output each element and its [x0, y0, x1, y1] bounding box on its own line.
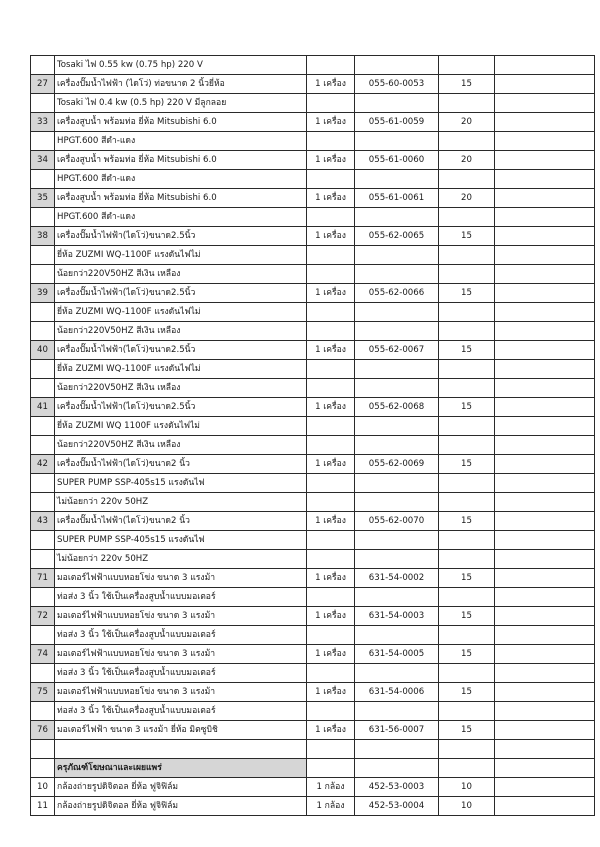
asset-code-cell — [355, 132, 439, 151]
asset-code-cell — [355, 208, 439, 227]
description-cell: น้อยกว่า220V50HZ สีเงิน เหลือง — [55, 379, 307, 398]
asset-code-cell: 055-62-0067 — [355, 341, 439, 360]
description-cell: เครื่องปั๊มน้ำไฟฟ้า(ไดโว่)ขนาด2 นิ้ว — [55, 512, 307, 531]
description-cell: น้อยกว่า220V50HZ สีเงิน เหลือง — [55, 436, 307, 455]
quantity-cell: 1 เครื่อง — [307, 151, 355, 170]
table-row — [31, 341, 595, 360]
remark-cell — [495, 531, 595, 550]
description-cell: ท่อส่ง 3 นิ้ว ใช้เป็นเครื่องสูบน้ำแบบมอเตอร์ — [55, 664, 307, 683]
asset-code-cell: 055-62-0068 — [355, 398, 439, 417]
useful-life-cell: 15 — [439, 284, 495, 303]
asset-code-cell: 631-54-0006 — [355, 683, 439, 702]
remark-cell — [495, 550, 595, 569]
quantity-cell — [307, 94, 355, 113]
useful-life-cell — [439, 664, 495, 683]
item-number-cell — [31, 265, 55, 284]
section-header-row — [31, 759, 595, 778]
remark-cell — [495, 493, 595, 512]
item-number-cell — [31, 702, 55, 721]
table-row — [31, 56, 595, 75]
quantity-cell: 1 เครื่อง — [307, 284, 355, 303]
asset-code-cell — [355, 265, 439, 284]
item-number-cell: 38 — [31, 227, 55, 246]
description-cell: HPGT.600 สีดำ-แดง — [55, 208, 307, 227]
useful-life-cell: 15 — [439, 455, 495, 474]
quantity-cell — [307, 265, 355, 284]
remark-cell — [495, 227, 595, 246]
description-cell: น้อยกว่า220V50HZ สีเงิน เหลือง — [55, 322, 307, 341]
description-cell: น้อยกว่า220V50HZ สีเงิน เหลือง — [55, 265, 307, 284]
table-row — [31, 512, 595, 531]
table-row — [31, 113, 595, 132]
item-number-cell: 75 — [31, 683, 55, 702]
remark-cell — [495, 56, 595, 75]
useful-life-cell — [439, 265, 495, 284]
description-cell: มอเตอร์ไฟฟ้าแบบหอยโข่ง ขนาด 3 แรงม้า — [55, 683, 307, 702]
remark-cell — [495, 797, 595, 816]
quantity-cell — [307, 56, 355, 75]
description-cell: ยี่ห้อ ZUZMI WQ 1100F แรงดันไฟไม่ — [55, 417, 307, 436]
quantity-cell: 1 เครื่อง — [307, 227, 355, 246]
table-row — [31, 436, 595, 455]
asset-code-cell — [355, 360, 439, 379]
useful-life-cell: 15 — [439, 721, 495, 740]
item-number-cell: 72 — [31, 607, 55, 626]
item-number-cell — [31, 474, 55, 493]
quantity-cell: 1 เครื่อง — [307, 683, 355, 702]
remark-cell — [495, 170, 595, 189]
useful-life-cell — [439, 322, 495, 341]
remark-cell — [495, 474, 595, 493]
remark-cell — [495, 588, 595, 607]
useful-life-cell: 15 — [439, 398, 495, 417]
blank-row — [31, 740, 595, 759]
item-number-cell: 74 — [31, 645, 55, 664]
remark-cell — [495, 94, 595, 113]
table-row — [31, 683, 595, 702]
quantity-cell: 1 เครื่อง — [307, 189, 355, 208]
item-number-cell: 40 — [31, 341, 55, 360]
item-number-cell — [31, 626, 55, 645]
item-number-cell — [31, 322, 55, 341]
description-cell: เครื่องปั๊มน้ำไฟฟ้า(ไดโว่)ขนาด2 นิ้ว — [55, 455, 307, 474]
quantity-cell — [307, 208, 355, 227]
asset-code-cell — [355, 474, 439, 493]
useful-life-cell: 15 — [439, 341, 495, 360]
quantity-cell: 1 กล้อง — [307, 797, 355, 816]
quantity-cell — [307, 759, 355, 778]
asset-code-cell — [355, 550, 439, 569]
asset-code-cell: 055-62-0065 — [355, 227, 439, 246]
remark-cell — [495, 379, 595, 398]
useful-life-cell — [439, 360, 495, 379]
asset-code-cell: 055-60-0053 — [355, 75, 439, 94]
item-number-cell — [31, 588, 55, 607]
remark-cell — [495, 132, 595, 151]
remark-cell — [495, 189, 595, 208]
useful-life-cell — [439, 303, 495, 322]
item-number-cell — [31, 664, 55, 683]
description-cell: SUPER PUMP SSP-405s15 แรงดันไฟ — [55, 474, 307, 493]
asset-code-cell — [355, 436, 439, 455]
remark-cell — [495, 303, 595, 322]
table-row — [31, 778, 595, 797]
useful-life-cell — [439, 417, 495, 436]
item-number-cell: 41 — [31, 398, 55, 417]
remark-cell — [495, 645, 595, 664]
quantity-cell: 1 เครื่อง — [307, 398, 355, 417]
table-row — [31, 94, 595, 113]
table-row — [31, 626, 595, 645]
useful-life-cell: 10 — [439, 797, 495, 816]
table-row — [31, 208, 595, 227]
quantity-cell — [307, 360, 355, 379]
remark-cell — [495, 360, 595, 379]
description-cell: ยี่ห้อ ZUZMI WQ-1100F แรงดันไฟไม่ — [55, 360, 307, 379]
useful-life-cell — [439, 531, 495, 550]
quantity-cell — [307, 436, 355, 455]
table-row — [31, 132, 595, 151]
table-row — [31, 303, 595, 322]
remark-cell — [495, 284, 595, 303]
asset-code-cell — [355, 740, 439, 759]
useful-life-cell — [439, 702, 495, 721]
table-row — [31, 417, 595, 436]
asset-code-cell: 631-56-0007 — [355, 721, 439, 740]
item-number-cell — [31, 246, 55, 265]
item-number-cell — [31, 493, 55, 512]
table-row — [31, 797, 595, 816]
asset-code-cell — [355, 702, 439, 721]
table-row — [31, 474, 595, 493]
item-number-cell — [31, 379, 55, 398]
remark-cell — [495, 322, 595, 341]
asset-code-cell — [355, 94, 439, 113]
useful-life-cell — [439, 379, 495, 398]
item-number-cell: 10 — [31, 778, 55, 797]
description-cell: ท่อส่ง 3 นิ้ว ใช้เป็นเครื่องสูบน้ำแบบมอเตอร์ — [55, 626, 307, 645]
asset-code-cell: 055-61-0059 — [355, 113, 439, 132]
useful-life-cell: 20 — [439, 189, 495, 208]
table-row — [31, 189, 595, 208]
description-cell: เครื่องปั๊มน้ำไฟฟ้า (ไดโว่) ท่อขนาด 2 นิ้วยี่ห้อ — [55, 75, 307, 94]
useful-life-cell: 15 — [439, 569, 495, 588]
description-cell: Tosaki ไฟ 0.4 kw (0.5 hp) 220 V มีลูกลอย — [55, 94, 307, 113]
item-number-cell — [31, 94, 55, 113]
item-number-cell: 33 — [31, 113, 55, 132]
remark-cell — [495, 75, 595, 94]
useful-life-cell — [439, 474, 495, 493]
asset-table-body — [31, 56, 595, 816]
quantity-cell: 1 เครื่อง — [307, 645, 355, 664]
table-row — [31, 398, 595, 417]
item-number-cell — [31, 208, 55, 227]
remark-cell — [495, 569, 595, 588]
asset-code-cell: 631-54-0003 — [355, 607, 439, 626]
asset-code-cell — [355, 493, 439, 512]
quantity-cell — [307, 322, 355, 341]
table-row — [31, 360, 595, 379]
quantity-cell: 1 เครื่อง — [307, 341, 355, 360]
remark-cell — [495, 113, 595, 132]
item-number-cell — [31, 360, 55, 379]
useful-life-cell: 15 — [439, 683, 495, 702]
table-row — [31, 246, 595, 265]
remark-cell — [495, 398, 595, 417]
description-cell: มอเตอร์ไฟฟ้าแบบหอยโข่ง ขนาด 3 แรงม้า — [55, 607, 307, 626]
asset-code-cell — [355, 531, 439, 550]
item-number-cell — [31, 132, 55, 151]
remark-cell — [495, 683, 595, 702]
item-number-cell — [31, 417, 55, 436]
item-number-cell: 34 — [31, 151, 55, 170]
asset-code-cell — [355, 417, 439, 436]
useful-life-cell: 15 — [439, 75, 495, 94]
asset-code-cell — [355, 322, 439, 341]
remark-cell — [495, 721, 595, 740]
asset-code-cell: 631-54-0002 — [355, 569, 439, 588]
description-cell: SUPER PUMP SSP-405s15 แรงดันไฟ — [55, 531, 307, 550]
description-cell: กล้องถ่ายรูปดิจิตอล ยี่ห้อ ฟูจิฟิล์ม — [55, 797, 307, 816]
table-row — [31, 170, 595, 189]
quantity-cell: 1 กล้อง — [307, 778, 355, 797]
item-number-cell — [31, 759, 55, 778]
remark-cell — [495, 740, 595, 759]
quantity-cell — [307, 740, 355, 759]
useful-life-cell — [439, 759, 495, 778]
asset-code-cell: 055-61-0060 — [355, 151, 439, 170]
description-cell: เครื่องสูบน้ำ พร้อมท่อ ยี่ห้อ Mitsubishi 6.0 — [55, 189, 307, 208]
quantity-cell — [307, 417, 355, 436]
asset-table — [30, 55, 595, 816]
useful-life-cell: 15 — [439, 512, 495, 531]
item-number-cell — [31, 303, 55, 322]
description-cell: ครุภัณฑ์โฆษณาและเผยแพร่ — [55, 759, 307, 778]
quantity-cell — [307, 493, 355, 512]
table-row — [31, 493, 595, 512]
asset-code-cell: 055-62-0066 — [355, 284, 439, 303]
table-row — [31, 151, 595, 170]
useful-life-cell: 15 — [439, 227, 495, 246]
item-number-cell: 27 — [31, 75, 55, 94]
remark-cell — [495, 208, 595, 227]
quantity-cell: 1 เครื่อง — [307, 569, 355, 588]
table-row — [31, 664, 595, 683]
quantity-cell — [307, 550, 355, 569]
quantity-cell — [307, 303, 355, 322]
quantity-cell: 1 เครื่อง — [307, 113, 355, 132]
item-number-cell — [31, 170, 55, 189]
remark-cell — [495, 265, 595, 284]
remark-cell — [495, 151, 595, 170]
description-cell: HPGT.600 สีดำ-แดง — [55, 170, 307, 189]
item-number-cell — [31, 740, 55, 759]
description-cell: เครื่องปั๊มน้ำไฟฟ้า(ไดโว่)ขนาด2.5นิ้ว — [55, 284, 307, 303]
quantity-cell — [307, 379, 355, 398]
asset-code-cell — [355, 588, 439, 607]
description-cell: เครื่องปั๊มน้ำไฟฟ้า(ไดโว่)ขนาด2.5นิ้ว — [55, 227, 307, 246]
remark-cell — [495, 664, 595, 683]
useful-life-cell — [439, 626, 495, 645]
useful-life-cell: 15 — [439, 645, 495, 664]
quantity-cell — [307, 474, 355, 493]
table-row — [31, 645, 595, 664]
description-cell: ยี่ห้อ ZUZMI WQ-1100F แรงดันไฟไม่ — [55, 303, 307, 322]
quantity-cell — [307, 246, 355, 265]
table-row — [31, 284, 595, 303]
asset-code-cell — [355, 379, 439, 398]
description-cell: เครื่องสูบน้ำ พร้อมท่อ ยี่ห้อ Mitsubishi 6.0 — [55, 151, 307, 170]
table-row — [31, 721, 595, 740]
asset-code-cell — [355, 246, 439, 265]
description-cell: เครื่องปั๊มน้ำไฟฟ้า(ไดโว่)ขนาด2.5นิ้ว — [55, 398, 307, 417]
useful-life-cell — [439, 246, 495, 265]
remark-cell — [495, 341, 595, 360]
description-cell: ยี่ห้อ ZUZMI WQ-1100F แรงดันไฟไม่ — [55, 246, 307, 265]
item-number-cell: 35 — [31, 189, 55, 208]
remark-cell — [495, 626, 595, 645]
description-cell: เครื่องสูบน้ำ พร้อมท่อ ยี่ห้อ Mitsubishi 6.0 — [55, 113, 307, 132]
quantity-cell: 1 เครื่อง — [307, 455, 355, 474]
quantity-cell — [307, 702, 355, 721]
remark-cell — [495, 607, 595, 626]
table-row — [31, 607, 595, 626]
inventory-sheet — [30, 55, 594, 816]
remark-cell — [495, 702, 595, 721]
item-number-cell — [31, 436, 55, 455]
description-cell: มอเตอร์ไฟฟ้าแบบหอยโข่ง ขนาด 3 แรงม้า — [55, 569, 307, 588]
quantity-cell — [307, 664, 355, 683]
table-row — [31, 379, 595, 398]
quantity-cell — [307, 132, 355, 151]
table-row — [31, 455, 595, 474]
table-row — [31, 588, 595, 607]
useful-life-cell — [439, 170, 495, 189]
item-number-cell — [31, 550, 55, 569]
remark-cell — [495, 759, 595, 778]
asset-code-cell — [355, 56, 439, 75]
table-row — [31, 265, 595, 284]
asset-code-cell — [355, 664, 439, 683]
table-row — [31, 227, 595, 246]
asset-code-cell: 452-53-0004 — [355, 797, 439, 816]
description-cell: ท่อส่ง 3 นิ้ว ใช้เป็นเครื่องสูบน้ำแบบมอเตอร์ — [55, 702, 307, 721]
remark-cell — [495, 455, 595, 474]
item-number-cell: 11 — [31, 797, 55, 816]
description-cell: ท่อส่ง 3 นิ้ว ใช้เป็นเครื่องสูบน้ำแบบมอเตอร์ — [55, 588, 307, 607]
table-row — [31, 531, 595, 550]
item-number-cell: 42 — [31, 455, 55, 474]
asset-code-cell: 055-61-0061 — [355, 189, 439, 208]
quantity-cell — [307, 626, 355, 645]
asset-code-cell: 055-62-0070 — [355, 512, 439, 531]
useful-life-cell — [439, 208, 495, 227]
item-number-cell: 43 — [31, 512, 55, 531]
quantity-cell: 1 เครื่อง — [307, 607, 355, 626]
table-row — [31, 75, 595, 94]
table-row — [31, 702, 595, 721]
asset-code-cell: 452-53-0003 — [355, 778, 439, 797]
asset-code-cell: 631-54-0005 — [355, 645, 439, 664]
useful-life-cell — [439, 740, 495, 759]
asset-code-cell — [355, 303, 439, 322]
useful-life-cell — [439, 588, 495, 607]
useful-life-cell: 20 — [439, 151, 495, 170]
asset-code-cell — [355, 759, 439, 778]
description-cell: HPGT.600 สีดำ-แดง — [55, 132, 307, 151]
useful-life-cell: 20 — [439, 113, 495, 132]
remark-cell — [495, 246, 595, 265]
description-cell: กล้องถ่ายรูปดิจิตอล ยี่ห้อ ฟูจิฟิล์ม — [55, 778, 307, 797]
quantity-cell — [307, 170, 355, 189]
table-row — [31, 322, 595, 341]
item-number-cell — [31, 56, 55, 75]
remark-cell — [495, 417, 595, 436]
quantity-cell: 1 เครื่อง — [307, 512, 355, 531]
useful-life-cell — [439, 94, 495, 113]
table-row — [31, 569, 595, 588]
item-number-cell: 39 — [31, 284, 55, 303]
table-row — [31, 550, 595, 569]
useful-life-cell — [439, 436, 495, 455]
item-number-cell: 76 — [31, 721, 55, 740]
quantity-cell — [307, 531, 355, 550]
quantity-cell: 1 เครื่อง — [307, 75, 355, 94]
useful-life-cell: 15 — [439, 607, 495, 626]
quantity-cell: 1 เครื่อง — [307, 721, 355, 740]
useful-life-cell — [439, 550, 495, 569]
useful-life-cell: 10 — [439, 778, 495, 797]
description-cell: มอเตอร์ไฟฟ้าแบบหอยโข่ง ขนาด 3 แรงม้า — [55, 645, 307, 664]
description-cell: เครื่องปั๊มน้ำไฟฟ้า(ไดโว่)ขนาด2.5นิ้ว — [55, 341, 307, 360]
asset-code-cell: 055-62-0069 — [355, 455, 439, 474]
quantity-cell — [307, 588, 355, 607]
asset-code-cell — [355, 626, 439, 645]
item-number-cell — [31, 531, 55, 550]
useful-life-cell — [439, 56, 495, 75]
description-cell: ไม่น้อยกว่า 220v 50HZ — [55, 550, 307, 569]
description-cell — [55, 740, 307, 759]
remark-cell — [495, 436, 595, 455]
useful-life-cell — [439, 493, 495, 512]
description-cell: มอเตอร์ไฟฟ้า ขนาด 3 แรงม้า ยี่ห้อ มิตซูบิชิ — [55, 721, 307, 740]
asset-code-cell — [355, 170, 439, 189]
description-cell: Tosaki ไฟ 0.55 kw (0.75 hp) 220 V — [55, 56, 307, 75]
item-number-cell: 71 — [31, 569, 55, 588]
remark-cell — [495, 778, 595, 797]
useful-life-cell — [439, 132, 495, 151]
description-cell: ไม่น้อยกว่า 220v 50HZ — [55, 493, 307, 512]
remark-cell — [495, 512, 595, 531]
